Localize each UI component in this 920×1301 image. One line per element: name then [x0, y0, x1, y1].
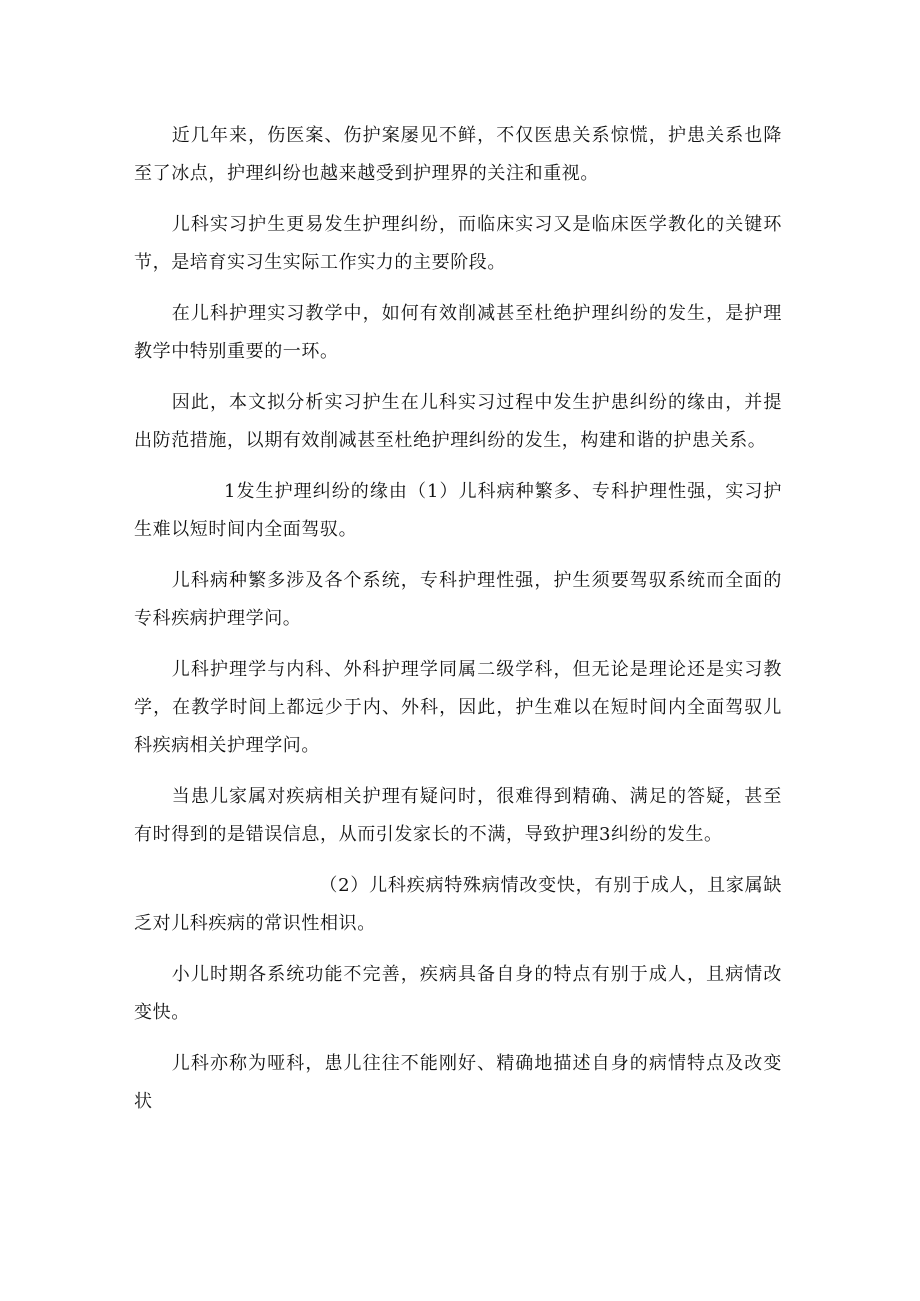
paragraph-7: 儿科护理学与内科、外科护理学同属二级学科，但无论是理论还是实习教学，在教学时间上都远少于内、外科，因此，护生难以在短时间内全面驾驭儿科疾病相关护理学问。 [134, 659, 782, 756]
paragraph-4: 因此，本文拟分析实习护生在儿科实习过程中发生护患纠纷的缘由，并提出防范措施，以期有效削减甚至杜绝护理纠纷的发生，构建和谐的护患关系。 [134, 392, 782, 451]
paragraph-10: 小儿时期各系统功能不完善，疾病具备自身的特点有别于成人，且病情改变快。 [134, 964, 782, 1023]
paragraph-8: 当患儿家属对疾病相关护理有疑问时，很难得到精确、满足的答疑，甚至有时得到的是错误信息，从而引发家长的不满，导致护理3纠纷的发生。 [134, 786, 782, 845]
subsection-heading-paragraph: （2）儿科疾病特殊病情改变快，有别于成人，且家属缺乏对儿科疾病的常识性相识。 [134, 875, 782, 934]
paragraph-6: 儿科病种繁多涉及各个系统，专科护理性强，护生须要驾驭系统而全面的专科疾病护理学问。 [134, 570, 782, 629]
section-heading-paragraph: 1发生护理纠纷的缘由（1）儿科病种繁多、专科护理性强，实习护生难以短时间内全面驾驭。 [134, 481, 782, 540]
document-body [134, 117, 782, 1131]
paragraph-11: 儿科亦称为哑科，患儿往往不能刚好、精确地描述自身的病情特点及改变状 [134, 1053, 782, 1112]
paragraph-1: 近几年来，伤医案、伤护案屡见不鲜，不仅医患关系惊慌，护患关系也降至了冰点，护理纠纷也越来越受到护理界的关注和重视。 [134, 125, 782, 184]
paragraph-2: 儿科实习护生更易发生护理纠纷，而临床实习又是临床医学教化的关键环节，是培育实习生实际工作实力的主要阶段。 [134, 214, 782, 273]
paragraph-3: 在儿科护理实习教学中，如何有效削减甚至杜绝护理纠纷的发生，是护理教学中特别重要的一环。 [134, 303, 782, 362]
